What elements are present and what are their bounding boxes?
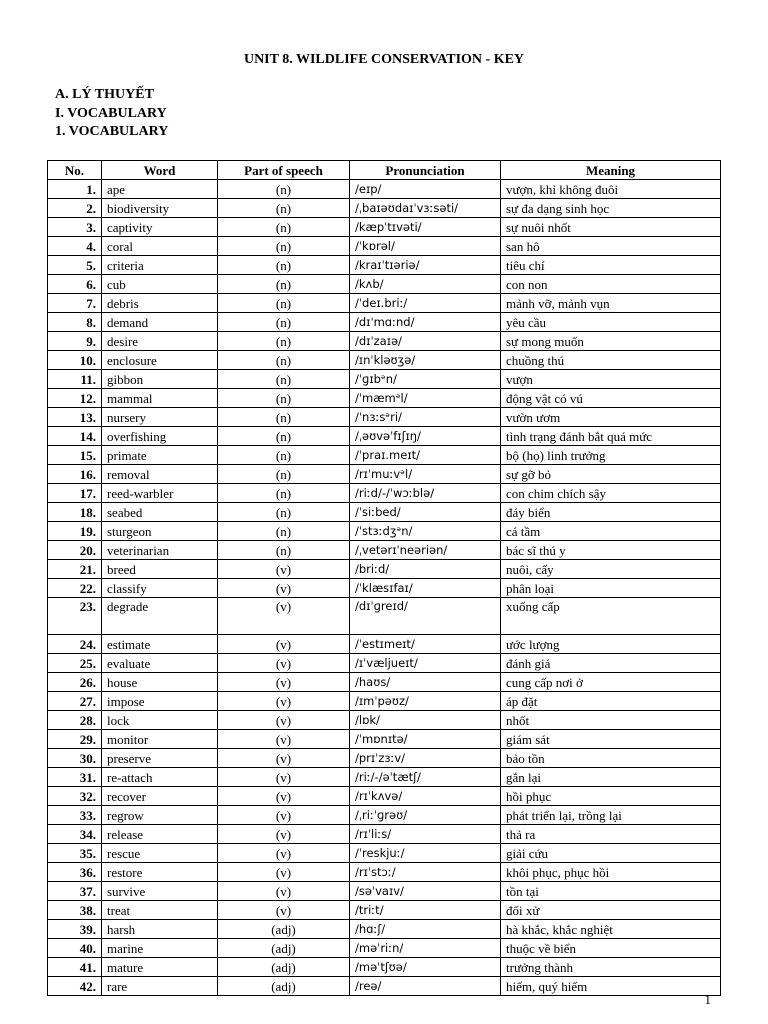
- part-of-speech-cell: (v): [218, 863, 350, 882]
- meaning-cell: sự nuôi nhốt: [501, 218, 721, 237]
- row-number: 28.: [48, 711, 102, 730]
- part-of-speech-cell: (n): [218, 370, 350, 389]
- word-cell: debris: [102, 294, 218, 313]
- row-number: 6.: [48, 275, 102, 294]
- header-pronunciation: Pronunciation: [350, 161, 501, 180]
- row-number: 40.: [48, 939, 102, 958]
- pronunciation-cell: /ˌbaɪəʊdaɪˈvɜːsəti/: [350, 199, 501, 218]
- part-of-speech-cell: (n): [218, 351, 350, 370]
- word-cell: survive: [102, 882, 218, 901]
- part-of-speech-cell: (v): [218, 825, 350, 844]
- meaning-cell: vượn, khỉ không đuôi: [501, 180, 721, 199]
- meaning-cell: bảo tồn: [501, 749, 721, 768]
- subsection-heading-vocabulary: 1. VOCABULARY: [55, 124, 169, 139]
- table-row: [48, 635, 721, 654]
- word-cell: evaluate: [102, 654, 218, 673]
- row-number: 9.: [48, 332, 102, 351]
- part-of-speech-cell: (v): [218, 692, 350, 711]
- row-number: 16.: [48, 465, 102, 484]
- pronunciation-cell: /rɪˈmuːvᵊl/: [350, 465, 501, 484]
- word-cell: mammal: [102, 389, 218, 408]
- word-cell: degrade: [102, 598, 218, 635]
- part-of-speech-cell: (v): [218, 806, 350, 825]
- part-of-speech-cell: (v): [218, 730, 350, 749]
- row-number: 10.: [48, 351, 102, 370]
- meaning-cell: thả ra: [501, 825, 721, 844]
- row-number: 33.: [48, 806, 102, 825]
- meaning-cell: tồn tại: [501, 882, 721, 901]
- row-number: 23.: [48, 598, 102, 635]
- pronunciation-cell: /prɪˈzɜːv/: [350, 749, 501, 768]
- pronunciation-cell: /ˈɡɪbᵊn/: [350, 370, 501, 389]
- pronunciation-cell: /ˈdeɪ.briː/: [350, 294, 501, 313]
- row-number: 4.: [48, 237, 102, 256]
- pronunciation-cell: /ˈreskjuː/: [350, 844, 501, 863]
- part-of-speech-cell: (v): [218, 654, 350, 673]
- table-row: [48, 199, 721, 218]
- word-cell: reed-warbler: [102, 484, 218, 503]
- row-number: 42.: [48, 977, 102, 996]
- vocabulary-table-body: [48, 180, 721, 996]
- pronunciation-cell: /hɑːʃ/: [350, 920, 501, 939]
- table-row: [48, 541, 721, 560]
- document-title: UNIT 8. WILDLIFE CONSERVATION - KEY: [243, 52, 525, 67]
- table-row: [48, 332, 721, 351]
- table-row: [48, 806, 721, 825]
- word-cell: criteria: [102, 256, 218, 275]
- header-no: No.: [48, 161, 102, 180]
- word-cell: marine: [102, 939, 218, 958]
- table-row: [48, 654, 721, 673]
- row-number: 17.: [48, 484, 102, 503]
- pronunciation-cell: /ˌvetərɪˈneəriən/: [350, 541, 501, 560]
- pronunciation-cell: /dɪˈzaɪə/: [350, 332, 501, 351]
- header-word: Word: [102, 161, 218, 180]
- row-number: 19.: [48, 522, 102, 541]
- pronunciation-cell: /səˈvaɪv/: [350, 882, 501, 901]
- table-row: [48, 844, 721, 863]
- meaning-cell: cung cấp nơi ở: [501, 673, 721, 692]
- row-number: 25.: [48, 654, 102, 673]
- table-row: [48, 180, 721, 199]
- meaning-cell: phát triển lại, trồng lại: [501, 806, 721, 825]
- row-number: 15.: [48, 446, 102, 465]
- word-cell: regrow: [102, 806, 218, 825]
- meaning-cell: đánh giá: [501, 654, 721, 673]
- part-of-speech-cell: (v): [218, 901, 350, 920]
- part-of-speech-cell: (n): [218, 484, 350, 503]
- pronunciation-cell: /ˈmæmᵊl/: [350, 389, 501, 408]
- pronunciation-cell: /lɒk/: [350, 711, 501, 730]
- meaning-cell: hà khắc, khắc nghiệt: [501, 920, 721, 939]
- word-cell: mature: [102, 958, 218, 977]
- table-row: [48, 692, 721, 711]
- meaning-cell: vượn: [501, 370, 721, 389]
- row-number: 41.: [48, 958, 102, 977]
- row-number: 37.: [48, 882, 102, 901]
- table-header-row: [48, 161, 721, 180]
- meaning-cell: tiêu chí: [501, 256, 721, 275]
- word-cell: captivity: [102, 218, 218, 237]
- part-of-speech-cell: (n): [218, 446, 350, 465]
- meaning-cell: khôi phục, phục hồi: [501, 863, 721, 882]
- row-number: 35.: [48, 844, 102, 863]
- word-cell: rescue: [102, 844, 218, 863]
- pronunciation-cell: /rɪˈkʌvə/: [350, 787, 501, 806]
- table-row: [48, 901, 721, 920]
- part-of-speech-cell: (v): [218, 844, 350, 863]
- meaning-cell: phân loại: [501, 579, 721, 598]
- pronunciation-cell: /kraɪˈtɪəriə/: [350, 256, 501, 275]
- table-row: [48, 863, 721, 882]
- pronunciation-cell: /ˈsiːbed/: [350, 503, 501, 522]
- part-of-speech-cell: (n): [218, 218, 350, 237]
- part-of-speech-cell: (adj): [218, 939, 350, 958]
- pronunciation-cell: /ˈklæsɪfaɪ/: [350, 579, 501, 598]
- pronunciation-cell: /ˈnɜːsᵊri/: [350, 408, 501, 427]
- word-cell: recover: [102, 787, 218, 806]
- part-of-speech-cell: (v): [218, 787, 350, 806]
- row-number: 32.: [48, 787, 102, 806]
- table-row: [48, 768, 721, 787]
- part-of-speech-cell: (v): [218, 579, 350, 598]
- header-meaning: Meaning: [501, 161, 721, 180]
- table-row: [48, 598, 721, 635]
- part-of-speech-cell: (adj): [218, 958, 350, 977]
- pronunciation-cell: /eɪp/: [350, 180, 501, 199]
- row-number: 2.: [48, 199, 102, 218]
- table-row: [48, 579, 721, 598]
- word-cell: demand: [102, 313, 218, 332]
- word-cell: lock: [102, 711, 218, 730]
- table-row: [48, 237, 721, 256]
- pronunciation-cell: /ɪnˈkləʊʒə/: [350, 351, 501, 370]
- part-of-speech-cell: (n): [218, 465, 350, 484]
- part-of-speech-cell: (adj): [218, 920, 350, 939]
- meaning-cell: giám sát: [501, 730, 721, 749]
- meaning-cell: con non: [501, 275, 721, 294]
- meaning-cell: mảnh vỡ, mảnh vụn: [501, 294, 721, 313]
- table-row: [48, 370, 721, 389]
- pronunciation-cell: /kʌb/: [350, 275, 501, 294]
- pronunciation-cell: /ˈstɜːdʒᵊn/: [350, 522, 501, 541]
- table-row: [48, 749, 721, 768]
- pronunciation-cell: /ˌəʊvəˈfɪʃɪŋ/: [350, 427, 501, 446]
- row-number: 14.: [48, 427, 102, 446]
- meaning-cell: sự gỡ bỏ: [501, 465, 721, 484]
- vocabulary-table: [47, 160, 721, 996]
- row-number: 8.: [48, 313, 102, 332]
- meaning-cell: gắn lại: [501, 768, 721, 787]
- table-row: [48, 939, 721, 958]
- row-number: 20.: [48, 541, 102, 560]
- row-number: 30.: [48, 749, 102, 768]
- pronunciation-cell: /ɪmˈpəʊz/: [350, 692, 501, 711]
- pronunciation-cell: /rɪˈstɔː/: [350, 863, 501, 882]
- part-of-speech-cell: (v): [218, 711, 350, 730]
- pronunciation-cell: /rɪˈliːs/: [350, 825, 501, 844]
- meaning-cell: vườn ươm: [501, 408, 721, 427]
- meaning-cell: chuồng thú: [501, 351, 721, 370]
- meaning-cell: con chim chích sậy: [501, 484, 721, 503]
- word-cell: harsh: [102, 920, 218, 939]
- table-row: [48, 958, 721, 977]
- meaning-cell: sự đa dạng sinh học: [501, 199, 721, 218]
- row-number: 18.: [48, 503, 102, 522]
- row-number: 39.: [48, 920, 102, 939]
- pronunciation-cell: /dɪˈɡreɪd/: [350, 598, 501, 635]
- word-cell: impose: [102, 692, 218, 711]
- row-number: 36.: [48, 863, 102, 882]
- part-of-speech-cell: (n): [218, 522, 350, 541]
- word-cell: rare: [102, 977, 218, 996]
- word-cell: desire: [102, 332, 218, 351]
- row-number: 31.: [48, 768, 102, 787]
- word-cell: monitor: [102, 730, 218, 749]
- page-number: 1: [704, 992, 711, 1007]
- word-cell: veterinarian: [102, 541, 218, 560]
- meaning-cell: hồi phục: [501, 787, 721, 806]
- meaning-cell: đáy biển: [501, 503, 721, 522]
- part-of-speech-cell: (n): [218, 237, 350, 256]
- table-row: [48, 920, 721, 939]
- pronunciation-cell: /ˈpraɪ.meɪt/: [350, 446, 501, 465]
- table-row: [48, 825, 721, 844]
- table-row: [48, 408, 721, 427]
- word-cell: preserve: [102, 749, 218, 768]
- table-row: [48, 313, 721, 332]
- row-number: 13.: [48, 408, 102, 427]
- meaning-cell: ước lượng: [501, 635, 721, 654]
- word-cell: release: [102, 825, 218, 844]
- meaning-cell: hiếm, quý hiếm: [501, 977, 721, 996]
- table-row: [48, 730, 721, 749]
- pronunciation-cell: /məˈriːn/: [350, 939, 501, 958]
- part-of-speech-cell: (adj): [218, 977, 350, 996]
- word-cell: biodiversity: [102, 199, 218, 218]
- table-row: [48, 787, 721, 806]
- word-cell: restore: [102, 863, 218, 882]
- table-row: [48, 977, 721, 996]
- row-number: 27.: [48, 692, 102, 711]
- row-number: 34.: [48, 825, 102, 844]
- word-cell: nursery: [102, 408, 218, 427]
- row-number: 38.: [48, 901, 102, 920]
- word-cell: breed: [102, 560, 218, 579]
- pronunciation-cell: /dɪˈmɑːnd/: [350, 313, 501, 332]
- meaning-cell: trưởng thành: [501, 958, 721, 977]
- word-cell: overfishing: [102, 427, 218, 446]
- word-cell: enclosure: [102, 351, 218, 370]
- word-cell: removal: [102, 465, 218, 484]
- meaning-cell: sự mong muốn: [501, 332, 721, 351]
- table-row: [48, 389, 721, 408]
- part-of-speech-cell: (n): [218, 313, 350, 332]
- part-of-speech-cell: (v): [218, 882, 350, 901]
- row-number: 1.: [48, 180, 102, 199]
- part-of-speech-cell: (v): [218, 598, 350, 635]
- pronunciation-cell: /məˈtʃʊə/: [350, 958, 501, 977]
- meaning-cell: yêu cầu: [501, 313, 721, 332]
- meaning-cell: động vật có vú: [501, 389, 721, 408]
- word-cell: house: [102, 673, 218, 692]
- table-row: [48, 351, 721, 370]
- pronunciation-cell: /reə/: [350, 977, 501, 996]
- word-cell: seabed: [102, 503, 218, 522]
- word-cell: coral: [102, 237, 218, 256]
- word-cell: primate: [102, 446, 218, 465]
- word-cell: estimate: [102, 635, 218, 654]
- table-row: [48, 484, 721, 503]
- word-cell: ape: [102, 180, 218, 199]
- word-cell: classify: [102, 579, 218, 598]
- table-row: [48, 522, 721, 541]
- part-of-speech-cell: (v): [218, 673, 350, 692]
- part-of-speech-cell: (v): [218, 768, 350, 787]
- meaning-cell: bộ (họ) linh trưởng: [501, 446, 721, 465]
- meaning-cell: xuống cấp: [501, 598, 721, 635]
- part-of-speech-cell: (n): [218, 199, 350, 218]
- table-row: [48, 465, 721, 484]
- part-of-speech-cell: (n): [218, 332, 350, 351]
- row-number: 7.: [48, 294, 102, 313]
- part-of-speech-cell: (n): [218, 180, 350, 199]
- row-number: 26.: [48, 673, 102, 692]
- part-of-speech-cell: (v): [218, 560, 350, 579]
- table-row: [48, 503, 721, 522]
- pronunciation-cell: /riː/-/əˈtætʃ/: [350, 768, 501, 787]
- part-of-speech-cell: (n): [218, 389, 350, 408]
- table-row: [48, 218, 721, 237]
- word-cell: treat: [102, 901, 218, 920]
- part-of-speech-cell: (n): [218, 256, 350, 275]
- meaning-cell: nhốt: [501, 711, 721, 730]
- row-number: 22.: [48, 579, 102, 598]
- header-part-of-speech: Part of speech: [218, 161, 350, 180]
- table-row: [48, 882, 721, 901]
- meaning-cell: bác sĩ thú y: [501, 541, 721, 560]
- table-row: [48, 256, 721, 275]
- word-cell: gibbon: [102, 370, 218, 389]
- pronunciation-cell: /haʊs/: [350, 673, 501, 692]
- section-heading-theory: A. LÝ THUYẾT: [55, 87, 154, 102]
- table-row: [48, 275, 721, 294]
- meaning-cell: tình trạng đánh bắt quá mức: [501, 427, 721, 446]
- part-of-speech-cell: (n): [218, 275, 350, 294]
- row-number: 11.: [48, 370, 102, 389]
- pronunciation-cell: /ɪˈvæljueɪt/: [350, 654, 501, 673]
- table-row: [48, 711, 721, 730]
- row-number: 24.: [48, 635, 102, 654]
- meaning-cell: áp đặt: [501, 692, 721, 711]
- meaning-cell: san hô: [501, 237, 721, 256]
- pronunciation-cell: /ˈestɪmeɪt/: [350, 635, 501, 654]
- pronunciation-cell: /briːd/: [350, 560, 501, 579]
- meaning-cell: thuộc về biển: [501, 939, 721, 958]
- section-heading-vocabulary: I. VOCABULARY: [55, 106, 167, 121]
- row-number: 29.: [48, 730, 102, 749]
- meaning-cell: cá tầm: [501, 522, 721, 541]
- part-of-speech-cell: (n): [218, 541, 350, 560]
- word-cell: re-attach: [102, 768, 218, 787]
- part-of-speech-cell: (n): [218, 408, 350, 427]
- meaning-cell: nuôi, cấy: [501, 560, 721, 579]
- pronunciation-cell: /triːt/: [350, 901, 501, 920]
- table-row: [48, 427, 721, 446]
- row-number: 3.: [48, 218, 102, 237]
- word-cell: cub: [102, 275, 218, 294]
- pronunciation-cell: /riːd/-/ˈwɔːblə/: [350, 484, 501, 503]
- part-of-speech-cell: (v): [218, 749, 350, 768]
- part-of-speech-cell: (n): [218, 427, 350, 446]
- table-row: [48, 294, 721, 313]
- table-row: [48, 560, 721, 579]
- row-number: 21.: [48, 560, 102, 579]
- part-of-speech-cell: (n): [218, 294, 350, 313]
- pronunciation-cell: /ˌriːˈɡrəʊ/: [350, 806, 501, 825]
- pronunciation-cell: /kæpˈtɪvəti/: [350, 218, 501, 237]
- row-number: 12.: [48, 389, 102, 408]
- table-row: [48, 446, 721, 465]
- word-cell: sturgeon: [102, 522, 218, 541]
- table-row: [48, 673, 721, 692]
- pronunciation-cell: /ˈkɒrəl/: [350, 237, 501, 256]
- pronunciation-cell: /ˈmɒnɪtə/: [350, 730, 501, 749]
- row-number: 5.: [48, 256, 102, 275]
- part-of-speech-cell: (n): [218, 503, 350, 522]
- meaning-cell: giải cứu: [501, 844, 721, 863]
- meaning-cell: đối xử: [501, 901, 721, 920]
- part-of-speech-cell: (v): [218, 635, 350, 654]
